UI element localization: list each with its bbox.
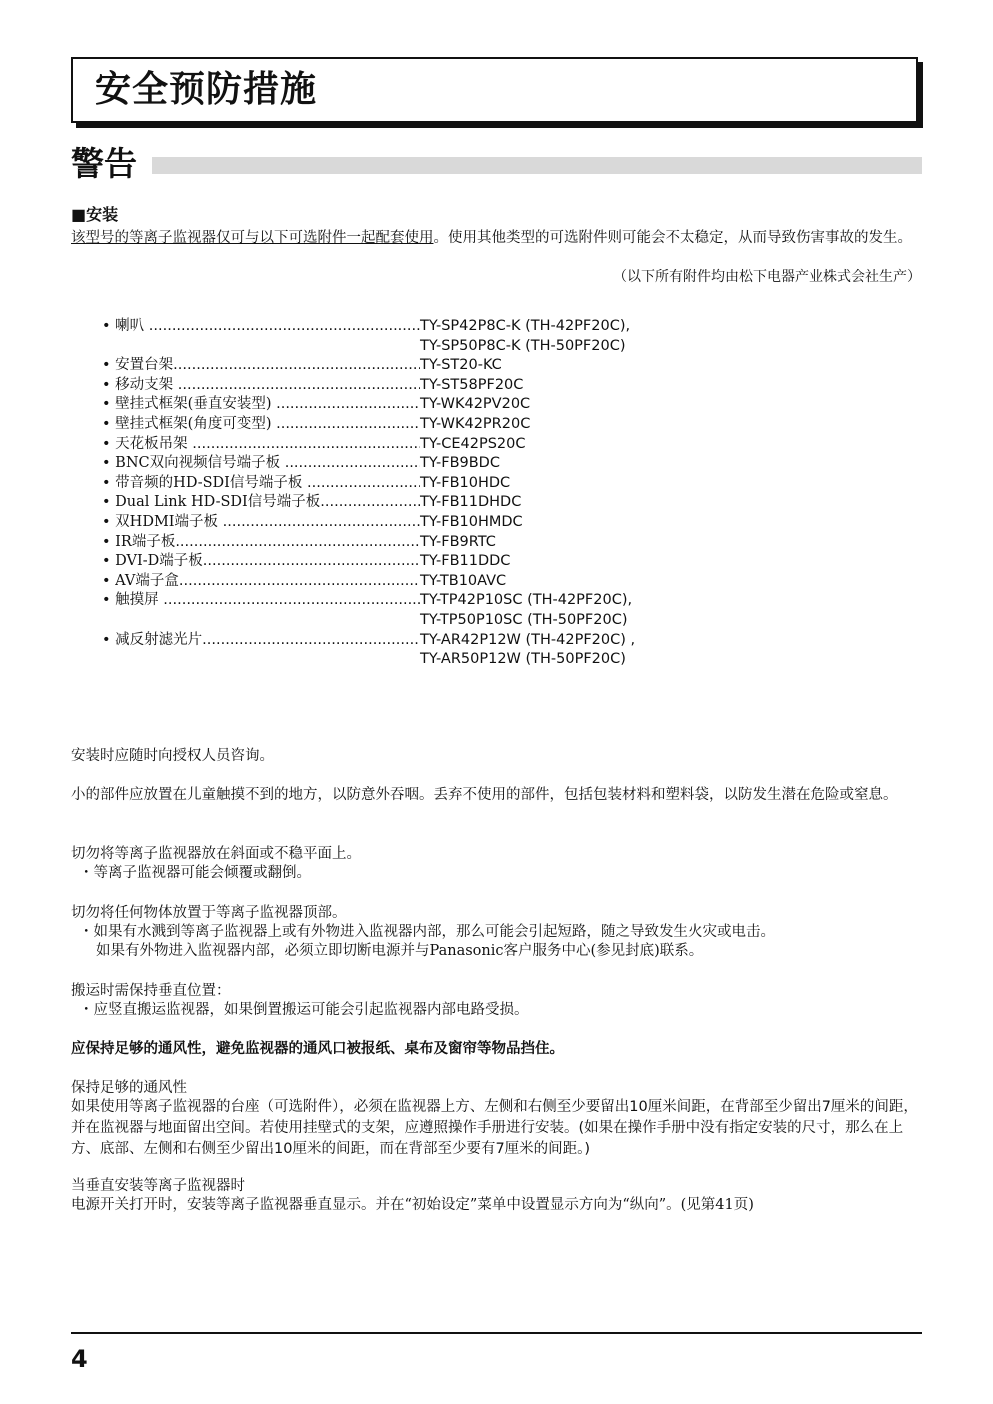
accessory-item [102,631,702,670]
accessory-name-text: AV端子盒 [115,572,179,589]
accessory-model-code: TY-TB10AVC [420,572,507,589]
top-heading: 切勿将任何物体放置于等离子监视器顶部。 [71,905,347,921]
accessory-item [102,317,702,356]
accessory-name-text: IR端子板 [115,533,176,550]
page-title: 安全预防措施 [95,69,318,110]
accessory-model-code: TY-FB10HDC [420,474,511,491]
accessory-model-code: TY-FB9BDC [420,455,500,472]
accessory-name-text: 喇叭 [115,318,149,334]
accessory-model-code: TY-FB11DDC [420,553,511,570]
accessory-model-code: TY-CE42PS20C [420,435,526,452]
accessory-model-code: TY-SP42P8C-K (TH-42PF20C), [420,318,631,334]
accessory-name-text: 天花板吊架 [115,435,193,452]
accessory-name: • 双HDMI端子板 ..... [102,513,420,533]
install-intro-underlined: 该型号的等离子监视器仅可与以下可选附件一起配套使用 [71,230,434,246]
accessory-model-code: TY-ST58PF20C [420,376,524,393]
accessory-name: • AV端子盒 ..... [102,572,420,592]
accessory-name-text: Dual Link HD-SDI信号端子板 [115,494,321,511]
install-heading: ■安装 [71,205,119,224]
warning-heading: 警告 [71,144,137,183]
accessory-model-code: TY-SP50P8C-K (TH-50PF20C) [420,337,626,354]
accessory-item [102,454,702,474]
accessory-name-text: 壁挂式框架(垂直安装型) [115,396,277,413]
accessory-name-text: DVI-D端子板 [115,553,203,570]
accessory-item [102,591,702,630]
accessory-name: • 安置台架 ..... [102,356,420,376]
vertical-heading: 当垂直安装等离子监视器时 [71,1178,245,1194]
install-intro-rest: 。使用其他类型的可选附件则可能会不太稳定，从而导致伤害事故的发生。 [433,230,912,246]
accessory-item [102,572,702,592]
accessory-model-code: TY-FB9RTC [420,533,496,550]
accessory-codes [420,415,530,435]
accessory-name-text: 双HDMI端子板 [115,513,223,530]
accessory-item [102,493,702,513]
accessory-model-code: TY-TP50P10SC (TH-50PF20C) [420,611,628,628]
vent-warning: 应保持足够的通风性，避免监视器的通风口被报纸、桌布及窗帘等物品挡住。 [71,1041,564,1057]
accessory-name: • 壁挂式框架(角度可变型) ..... [102,415,420,435]
accessory-codes [420,395,530,415]
carry-heading: 搬运时需保持垂直位置： [71,983,231,999]
accessory-model-code: TY-WK42PV20C [420,396,531,413]
vent-body: 如果使用等离子监视器的台座（可选附件），必须在监视器上方、左侧和右侧至少要留出10厘米间距，在背部至少留出7厘米的间距，并在监视器与地面留出空间。若使用挂壁式的支架，应遵照操作手册进行安装。(如果在操作手册中没有指定安装的尺寸，那么在上方、底部、左侧和右侧至少留出10厘米的间距，而在背部至少要有7厘米的间距。) [71,1099,918,1157]
accessory-item [102,552,702,572]
accessory-name: • IR端子板 ..... [102,533,420,553]
accessory-name-text: 安置台架 [115,357,174,374]
accessory-item [102,356,702,376]
accessory-name: • 减反射滤光片 ..... [102,631,420,670]
accessory-codes [420,474,510,494]
accessory-name: • BNC双向视频信号端子板 ..... [102,454,420,474]
accessory-name: • 触摸屏 ..... [102,591,420,630]
accessory-codes [420,572,506,592]
install-intro [71,228,923,249]
vertical-body: 电源开关打开时，安装等离子监视器垂直显示。并在“初始设定”菜单中设置显示方向为“纵向”。(见第41页) [71,1197,754,1213]
carry-item: ・应竖直搬运监视器，如果倒置搬运可能会引起监视器内部电路受损。 [79,1002,529,1018]
accessory-item [102,474,702,494]
small-parts-text: 小的部件应放置在儿童触摸不到的地方，以防意外吞咽。丢弃不使用的部件，包括包装材料和塑料袋，以防发生潜在危险或窒息。 [71,787,898,803]
accessory-item [102,513,702,533]
accessory-item [102,376,702,396]
accessory-codes [420,356,502,376]
title-box [71,57,918,123]
accessory-codes [420,376,523,396]
accessory-codes [420,317,630,356]
accessory-name-text: 触摸屏 [115,592,164,609]
accessory-codes [420,552,510,572]
accessory-model-code: TY-ST20-KC [420,357,502,374]
accessory-codes [420,533,496,553]
top-item-1: ・如果有水溅到等离子监视器上或有外物进入监视器内部，那么可能会引起短路，随之导致发生火灾或电击。 [79,924,775,940]
accessory-model-code: TY-FB11DHDC [420,494,522,511]
footer-rule [71,1332,922,1334]
accessory-codes [420,591,632,630]
manufacturer-note: （以下所有附件均由松下电器产业株式会社生产） [613,269,921,285]
accessory-name: • 带音频的HD-SDI信号端子板 ..... [102,474,420,494]
accessory-codes [420,454,500,474]
slope-item: ・等离子监视器可能会倾覆或翻倒。 [79,865,311,881]
consult-text: 安装时应随时向授权人员咨询。 [71,748,274,764]
accessory-model-code: TY-WK42PR20C [420,415,531,432]
accessory-name-text: 带音频的HD-SDI信号端子板 [115,474,308,491]
accessory-model-code: TY-AR50P12W (TH-50PF20C) [420,651,626,668]
accessory-item [102,415,702,435]
accessory-list [102,317,702,670]
slope-heading: 切勿将等离子监视器放在斜面或不稳平面上。 [71,846,361,862]
accessory-name-text: 壁挂式框架(角度可变型) [115,415,277,432]
accessory-codes [420,435,526,455]
accessory-name-text: 移动支架 [115,376,178,393]
accessory-item [102,435,702,455]
accessory-model-code: TY-TP42P10SC (TH-42PF20C), [420,592,633,609]
accessory-name: • 移动支架 ..... [102,376,420,396]
accessory-codes [420,513,523,533]
vent-heading: 保持足够的通风性 [71,1080,187,1096]
accessory-codes [420,493,521,513]
accessory-item [102,395,702,415]
accessory-name: • Dual Link HD-SDI信号端子板 ..... [102,493,420,513]
page-number: 4 [71,1345,88,1373]
accessory-name: • 壁挂式框架(垂直安装型) ..... [102,395,420,415]
accessory-name-text: 减反射滤光片 [115,631,203,648]
accessory-item [102,533,702,553]
accessory-codes [420,631,635,670]
accessory-model-code: TY-AR42P12W (TH-42PF20C) , [420,631,636,648]
accessory-name: • DVI-D端子板 ..... [102,552,420,572]
accessory-name: • 喇叭 ..... [102,317,420,356]
accessory-name: • 天花板吊架 ..... [102,435,420,455]
top-item-2: 如果有外物进入监视器内部，必须立即切断电源并与Panasonic客户服务中心(参见封底)联系。 [96,943,704,959]
accessory-name-text: BNC双向视频信号端子板 [115,455,285,472]
accessory-model-code: TY-FB10HMDC [420,513,523,530]
warning-heading-bar [152,157,922,174]
